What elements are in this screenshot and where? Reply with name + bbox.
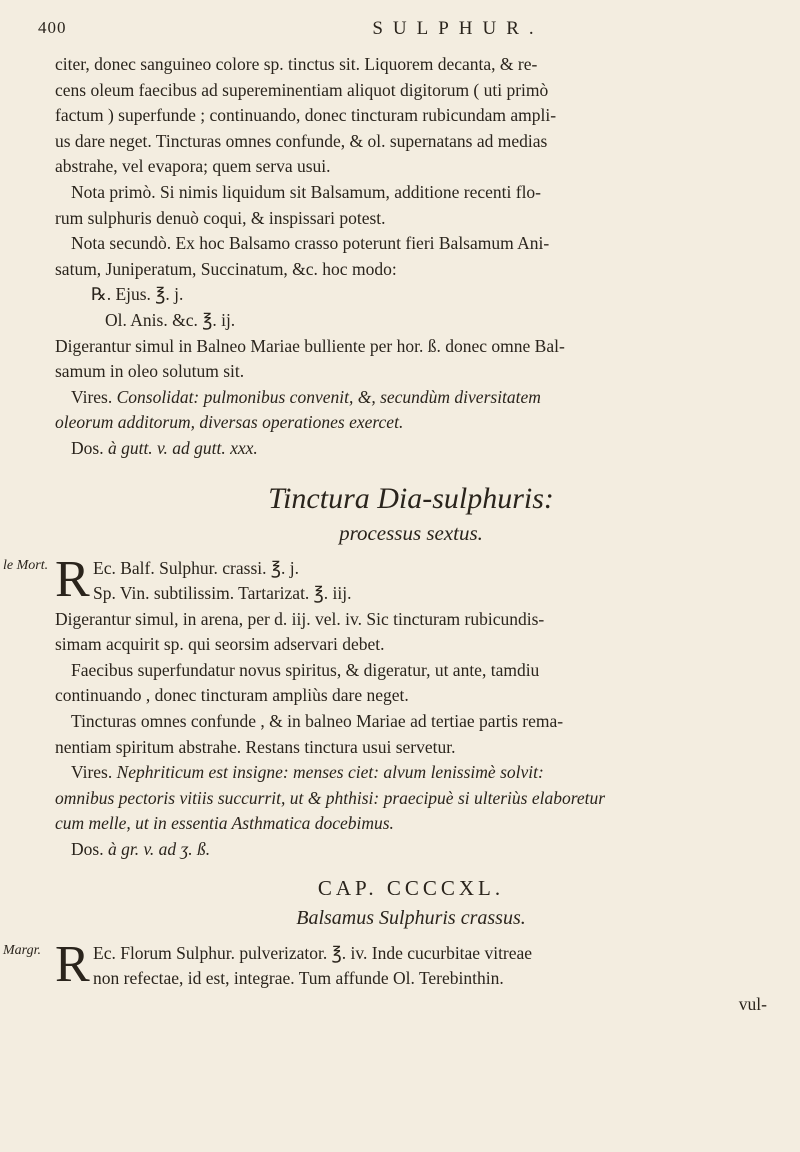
dosage-second xyxy=(55,837,767,863)
recipe-line: ℞. Ejus. ℥. j. xyxy=(91,284,184,305)
dosage-text: à gutt. v. ad gutt. xxx. xyxy=(107,437,258,458)
section-subtitle: processus sextus. xyxy=(339,520,483,545)
dosage-first xyxy=(55,436,767,462)
text-line: citer, donec sanguineo colore sp. tinctus sit. Liquorem decanta, & re- xyxy=(55,54,538,74)
virtues-first xyxy=(55,385,767,436)
text-line: satum, Juniperatum, Succinatum, &c. hoc modo: xyxy=(55,258,397,279)
note-second xyxy=(55,231,767,282)
drop-cap: R xyxy=(55,550,90,608)
text-line: us dare neget. Tincturas omnes confunde, & ol. supernatans ad medias xyxy=(55,130,548,151)
virtues-second xyxy=(55,760,767,837)
paragraph-faeces xyxy=(55,658,767,709)
virtues-text: cum melle, ut in essentia Asthmatica docebimus. xyxy=(55,813,394,834)
paragraph-tinctures xyxy=(55,709,767,760)
drop-cap: R xyxy=(55,935,90,993)
recipe-line: Ol. Anis. &c. ℥. ij. xyxy=(105,309,236,330)
margin-note: Margr. xyxy=(3,942,41,958)
text-line: abstrahe, vel evapora; quem serva usui. xyxy=(55,156,331,177)
recipe-line: Sp. Vin. subtilissim. Tartarizat. ℥. iij. xyxy=(93,583,352,604)
recipe-line: Ec. Florum Sulphur. pulverizator. ℥. iv. Inde cucurbitae vitreae xyxy=(93,942,533,963)
chapter-title: CAP. CCCCXL. xyxy=(317,875,505,900)
text-line: simam acquirit sp. qui seorsim adservari debet. xyxy=(55,634,385,655)
text-line: Digerantur simul, in arena, per d. iij. vel. iv. Sic tincturam rubicundis- xyxy=(55,608,545,629)
virtues-label: Vires. xyxy=(71,386,113,407)
section-title: Tinctura Dia-sulphuris: xyxy=(268,481,554,515)
virtues-text: Consolidat: pulmonibus convenit, &, secundùm diversitatem xyxy=(116,386,541,407)
recipe-tincture xyxy=(3,550,767,608)
dosage-label: Dos. xyxy=(71,839,104,860)
virtues-text: omnibus pectoris vitiis succurrit, ut & phthisi: praecipuè si ulteriùs elaboretur xyxy=(55,787,606,808)
catchword: vul- xyxy=(738,993,767,1014)
digestion-instruction xyxy=(55,334,767,385)
recipe-balsam-variants xyxy=(55,282,767,333)
recipe-line: Ec. Balf. Sulphur. crassi. ℥. j. xyxy=(93,557,299,578)
virtues-label: Vires. xyxy=(71,762,113,783)
paragraph-continuation xyxy=(55,52,767,180)
text-line: Faecibus superfundatur novus spiritus, & digeratur, ut ante, tamdiu xyxy=(71,659,540,680)
note-first xyxy=(55,180,767,231)
text-line: Nota secundò. Ex hoc Balsamo crasso poterunt fieri Balsamum Ani- xyxy=(71,233,550,254)
virtues-text: Nephriticum est insigne: menses ciet: alvum lenissimè solvit: xyxy=(116,762,544,783)
chapter-subtitle: Balsamus Sulphuris crassus. xyxy=(296,906,526,929)
dosage-text: à gr. v. ad ʒ. ß. xyxy=(107,839,211,860)
text-line: cens oleum faecibus ad supereminentiam aliquot digitorum ( uti primò xyxy=(55,79,549,100)
dosage-label: Dos. xyxy=(71,437,104,458)
running-head: SULPHUR. xyxy=(372,18,544,39)
margin-note: le Mort. xyxy=(3,557,49,573)
text-line: Tincturas omnes confunde , & in balneo Mariae ad tertiae partis rema- xyxy=(71,711,564,732)
text-line: samum in oleo solutum sit. xyxy=(55,361,245,382)
text-line: Nota primò. Si nimis liquidum sit Balsamum, additione recenti flo- xyxy=(71,181,542,202)
paragraph-digestion xyxy=(55,607,767,658)
text-line: rum sulphuris denuò coqui, & inspissari potest. xyxy=(55,207,386,228)
page-body xyxy=(3,52,767,1017)
section-heading xyxy=(55,480,767,548)
text-line: nentiam spiritum abstrahe. Restans tinctura usui servetur. xyxy=(55,736,456,757)
recipe-balsam xyxy=(3,935,767,1018)
text-line: Digerantur simul in Balneo Mariae bulliente per hor. ß. donec omne Bal- xyxy=(55,335,565,356)
virtues-text: oleorum additorum, diversas operationes exercet. xyxy=(55,412,404,433)
text-line: factum ) superfunde ; continuando, donec tincturam rubicundam ampli- xyxy=(55,105,557,126)
recipe-line: non refectae, id est, integrae. Tum affunde Ol. Terebinthin. xyxy=(93,968,504,989)
page-header xyxy=(38,18,768,50)
page-number: 400 xyxy=(38,18,67,37)
text-line: continuando , donec tincturam ampliùs dare neget. xyxy=(55,685,409,706)
